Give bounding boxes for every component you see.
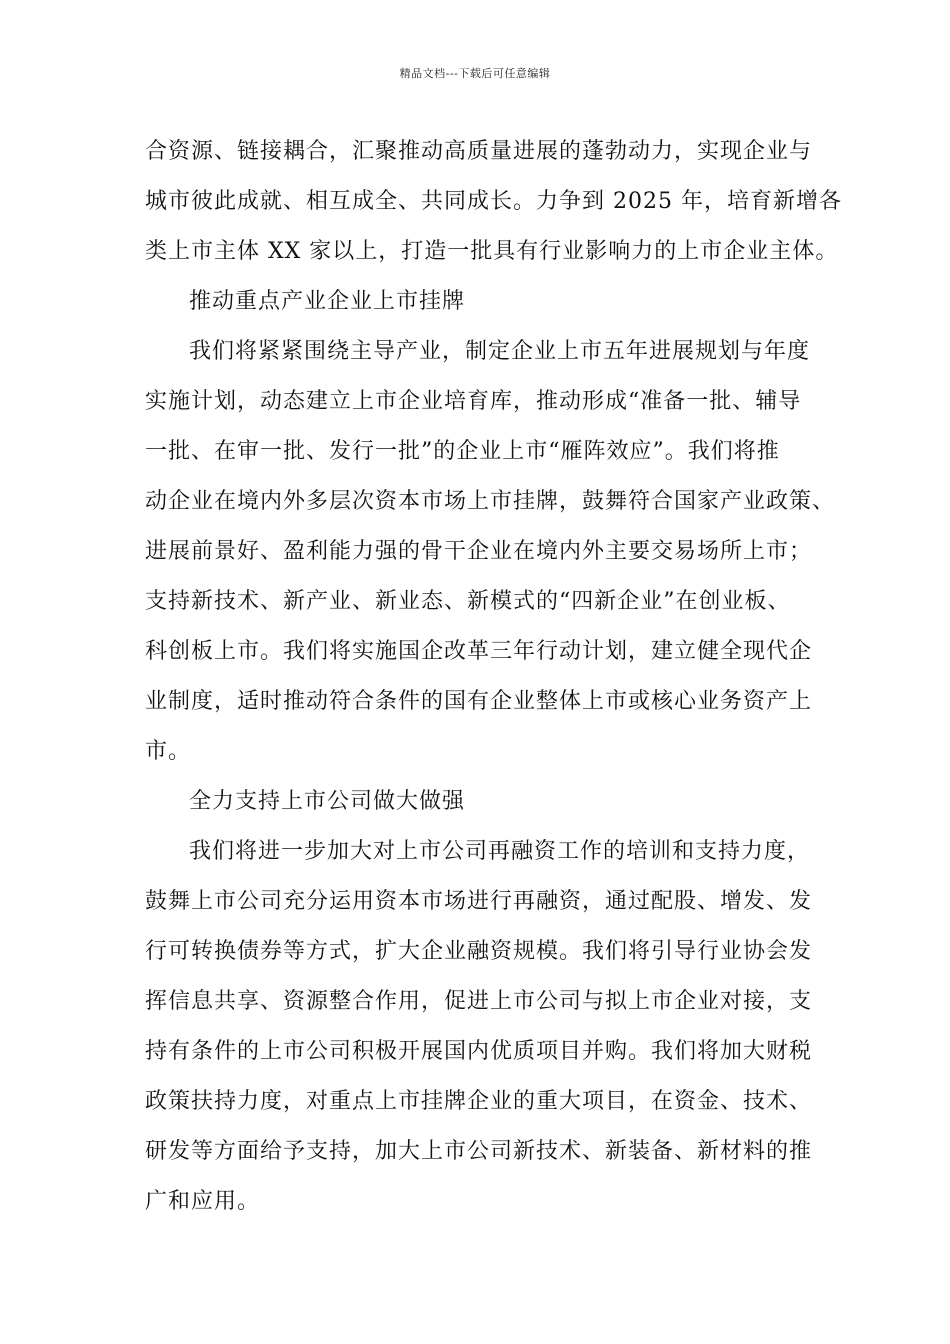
text-line: 城市彼此成就、相互成全、共同成长。力争到 2025 年，培育新增各 — [145, 189, 842, 214]
section-heading: 推动重点产业企业上市挂牌 — [189, 289, 466, 314]
text-line: 行可转换债券等方式，扩大企业融资规模。我们将引导行业协会发 — [145, 939, 813, 964]
text-line: 动企业在境内外多层次资本市场上市挂牌，鼓舞符合国家产业政策、 — [145, 489, 836, 514]
section-heading: 全力支持上市公司做大做强 — [189, 789, 466, 814]
text-line: 支持新技术、新产业、新业态、新模式的“四新企业”在创业板、 — [145, 589, 791, 614]
page-header: 精品文档---下载后可任意编辑 — [399, 67, 551, 80]
text-line: 研发等方面给予支持，加大上市公司新技术、新装备、新材料的推 — [145, 1139, 813, 1164]
text-line: 实施计划，动态建立上市企业培育库，推动形成“准备一批、辅导 — [145, 389, 802, 414]
text-line: 进展前景好、盈利能力强的骨干企业在境内外主要交易场所上市； — [145, 539, 813, 564]
text-line: 市。 — [145, 739, 192, 764]
text-line: 科创板上市。我们将实施国企改革三年行动计划，建立健全现代企 — [145, 639, 813, 664]
text-line: 我们将进一步加大对上市公司再融资工作的培训和支持力度， — [189, 839, 811, 864]
text-line: 广和应用。 — [145, 1189, 261, 1214]
text-line: 鼓舞上市公司充分运用资本市场进行再融资，通过配股、增发、发 — [145, 889, 813, 914]
text-line: 持有条件的上市公司积极开展国内优质项目并购。我们将加大财税 — [145, 1039, 813, 1064]
text-line: 我们将紧紧围绕主导产业，制定企业上市五年进展规划与年度 — [189, 339, 811, 364]
document-body — [145, 127, 842, 1227]
text-line: 挥信息共享、资源整合作用，促进上市公司与拟上市企业对接，支 — [145, 989, 813, 1014]
text-line: 合资源、链接耦合，汇聚推动高质量进展的蓬勃动力，实现企业与 — [145, 139, 813, 164]
text-line: 政策扶持力度，对重点上市挂牌企业的重大项目，在资金、技术、 — [145, 1089, 813, 1114]
text-line: 业制度，适时推动符合条件的国有企业整体上市或核心业务资产上 — [145, 689, 813, 714]
text-line: 一批、在审一批、发行一批”的企业上市“雁阵效应”。我们将推 — [145, 439, 780, 464]
text-line: 类上市主体 XX 家以上，打造一批具有行业影响力的上市企业主体。 — [145, 239, 839, 264]
